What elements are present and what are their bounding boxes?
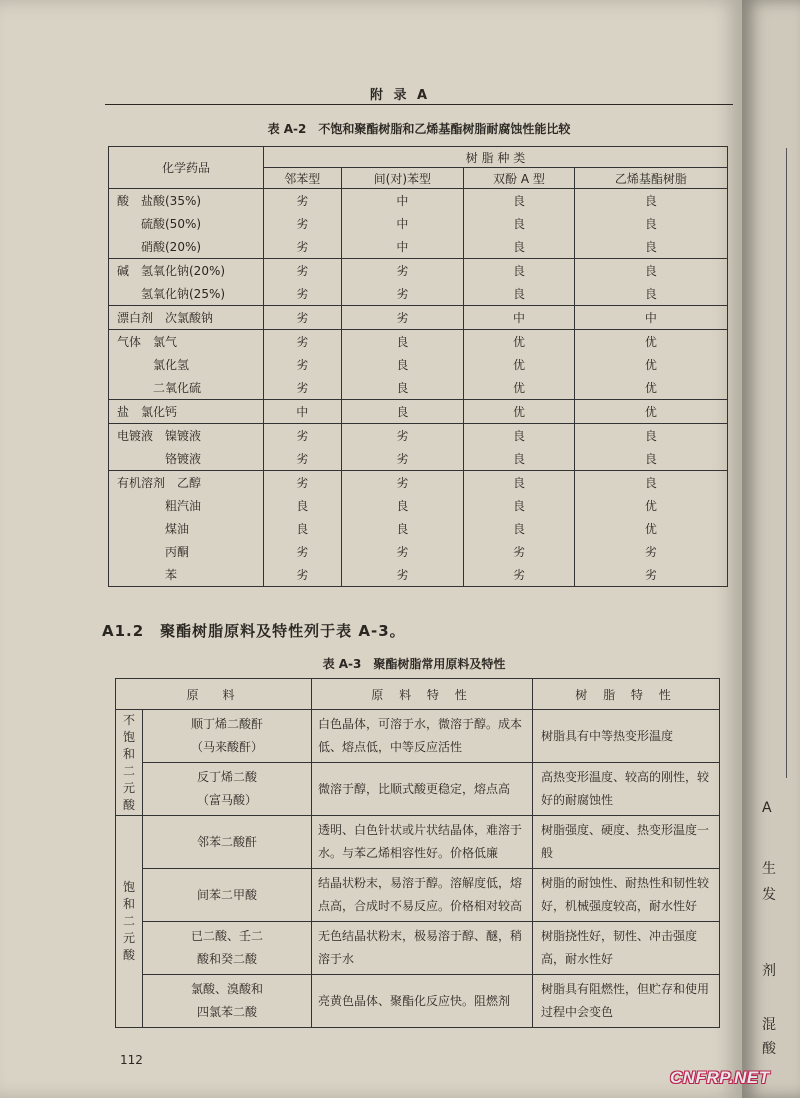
chemical-cell: 电镀液 镍镀液 (109, 424, 264, 448)
table-a2 (108, 146, 728, 587)
rating-cell: 劣 (341, 259, 463, 283)
rating-cell: 劣 (264, 376, 342, 400)
rating-cell: 劣 (264, 282, 342, 306)
rating-cell: 良 (464, 212, 575, 235)
rating-cell: 优 (464, 353, 575, 376)
col-header: 间(对)苯型 (341, 168, 463, 189)
rating-cell: 良 (464, 471, 575, 495)
table-row (109, 189, 728, 213)
rating-cell: 良 (574, 424, 727, 448)
running-header: 附 录 A (369, 88, 431, 103)
rating-cell: 良 (341, 494, 463, 517)
chemical-cell: 硫酸(50%) (109, 212, 264, 235)
chemical-cell: 铬镀液 (109, 447, 264, 471)
rating-cell: 劣 (341, 447, 463, 471)
rating-cell: 劣 (264, 447, 342, 471)
material-property-cell: 无色结晶状粉末，极易溶于醇、醚，稍溶于水 (312, 922, 533, 975)
resin-property-cell: 树脂具有阻燃性，但贮存和使用过程中会变色 (533, 975, 720, 1028)
resin-property-cell: 树脂强度、硬度、热变形温度一般 (533, 816, 720, 869)
material-name-cell: 顺丁烯二酸酐 （马来酸酐） (143, 710, 312, 763)
rating-cell: 良 (464, 517, 575, 540)
group-label: 不 饱 和 二 元 酸 (116, 710, 143, 816)
rating-cell: 中 (341, 235, 463, 259)
rating-cell: 劣 (574, 540, 727, 563)
rating-cell: 劣 (341, 424, 463, 448)
chemical-cell: 苯 (109, 563, 264, 587)
rating-cell: 良 (341, 400, 463, 424)
rating-cell: 劣 (464, 563, 575, 587)
material-property-cell: 结晶状粉末，易溶于醇。溶解度低，熔点高，合成时不易反应。价格相对较高 (312, 869, 533, 922)
rating-cell: 劣 (264, 189, 342, 213)
table-row (109, 376, 728, 400)
rating-cell: 劣 (341, 563, 463, 587)
rating-cell: 良 (574, 212, 727, 235)
facing-table-rule (786, 148, 787, 778)
rating-cell: 劣 (264, 353, 342, 376)
col-header-material: 原 料 (116, 679, 312, 710)
rating-cell: 良 (574, 447, 727, 471)
table-row (109, 306, 728, 330)
table-row (116, 816, 720, 869)
table-row (109, 212, 728, 235)
table-row (116, 922, 720, 975)
rating-cell: 劣 (341, 540, 463, 563)
rating-cell: 劣 (464, 540, 575, 563)
col-chem-header: 化学药品 (109, 147, 264, 189)
table-row (116, 869, 720, 922)
table-row (109, 282, 728, 306)
material-name-cell: 已二酸、壬二 酸和癸二酸 (143, 922, 312, 975)
chemical-cell: 丙酮 (109, 540, 264, 563)
chemical-cell: 有机溶剂 乙醇 (109, 471, 264, 495)
rating-cell: 良 (341, 376, 463, 400)
rating-cell: 劣 (264, 212, 342, 235)
table-row (109, 471, 728, 495)
rating-cell: 良 (574, 235, 727, 259)
rating-cell: 优 (574, 330, 727, 354)
facing-text-fragment: 剂 (762, 963, 776, 979)
rating-cell: 中 (341, 212, 463, 235)
rating-cell: 劣 (264, 540, 342, 563)
rating-cell: 劣 (264, 306, 342, 330)
table-row (109, 540, 728, 563)
rating-cell: 中 (264, 400, 342, 424)
table-row (109, 517, 728, 540)
table-row (109, 235, 728, 259)
rating-cell: 良 (341, 330, 463, 354)
rating-cell: 良 (464, 189, 575, 213)
material-name-cell: 反丁烯二酸 （富马酸） (143, 763, 312, 816)
col-header: 邻苯型 (264, 168, 342, 189)
rating-cell: 良 (264, 494, 342, 517)
col-header-material-props: 原 料 特 性 (312, 679, 533, 710)
rating-cell: 良 (464, 282, 575, 306)
site-watermark: CNFRP.NET (670, 1068, 770, 1087)
rating-cell: 劣 (264, 424, 342, 448)
col-group-header: 树 脂 种 类 (264, 147, 728, 168)
rating-cell: 优 (574, 400, 727, 424)
rating-cell: 劣 (264, 563, 342, 587)
chemical-cell: 氢氧化钠(25%) (109, 282, 264, 306)
chemical-cell: 粗汽油 (109, 494, 264, 517)
rating-cell: 劣 (341, 282, 463, 306)
material-name-cell: 间苯二甲酸 (143, 869, 312, 922)
table-row (109, 353, 728, 376)
rating-cell: 中 (464, 306, 575, 330)
table-row (109, 424, 728, 448)
rating-cell: 优 (464, 400, 575, 424)
facing-page-edge (742, 0, 800, 1098)
chemical-cell: 硝酸(20%) (109, 235, 264, 259)
col-header-resin-props: 树 脂 特 性 (533, 679, 720, 710)
rating-cell: 劣 (264, 330, 342, 354)
table-row (116, 975, 720, 1028)
rating-cell: 良 (574, 189, 727, 213)
col-header: 双酚 A 型 (464, 168, 575, 189)
rating-cell: 良 (464, 235, 575, 259)
section-heading: A1.2 聚酯树脂原料及特性列于表 A-3。 (102, 622, 406, 640)
chemical-cell: 盐 氯化钙 (109, 400, 264, 424)
material-property-cell: 透明、白色针状或片状结晶体，难溶于水。与苯乙烯相容性好。价格低廉 (312, 816, 533, 869)
rating-cell: 劣 (264, 259, 342, 283)
facing-text-fragment: 生 (762, 861, 776, 877)
chemical-cell: 气体 氯气 (109, 330, 264, 354)
chemical-cell: 煤油 (109, 517, 264, 540)
page-number: 112 (120, 1053, 143, 1067)
table-a3-caption: 表 A-3 聚酯树脂常用原料及特性 (322, 657, 506, 671)
rating-cell: 优 (574, 517, 727, 540)
chemical-cell: 二氧化硫 (109, 376, 264, 400)
col-header: 乙烯基酯树脂 (574, 168, 727, 189)
table-a3 (115, 678, 720, 1028)
table-row (109, 400, 728, 424)
rating-cell: 劣 (341, 471, 463, 495)
chemical-cell: 碱 氢氧化钠(20%) (109, 259, 264, 283)
resin-property-cell: 树脂挠性好，韧性、冲击强度高，耐水性好 (533, 922, 720, 975)
rating-cell: 良 (464, 494, 575, 517)
header-rule (105, 104, 733, 105)
group-label: 饱 和 二 元 酸 (116, 816, 143, 1028)
rating-cell: 劣 (574, 563, 727, 587)
table-row (116, 763, 720, 816)
facing-text-fragment: 酸 (762, 1041, 776, 1057)
rating-cell: 劣 (264, 471, 342, 495)
chemical-cell: 氯化氢 (109, 353, 264, 376)
rating-cell: 良 (341, 353, 463, 376)
rating-cell: 劣 (264, 235, 342, 259)
rating-cell: 良 (574, 471, 727, 495)
table-row (109, 563, 728, 587)
rating-cell: 良 (464, 259, 575, 283)
chemical-cell: 漂白剂 次氯酸钠 (109, 306, 264, 330)
table-row (109, 447, 728, 471)
resin-property-cell: 树脂具有中等热变形温度 (533, 710, 720, 763)
rating-cell: 优 (464, 330, 575, 354)
facing-text-fragment: 发 (762, 887, 776, 903)
material-name-cell: 邻苯二酸酐 (143, 816, 312, 869)
facing-text-fragment: A (762, 800, 772, 816)
table-row (116, 710, 720, 763)
facing-text-fragment: 混 (762, 1017, 776, 1033)
rating-cell: 优 (574, 353, 727, 376)
table-row (109, 330, 728, 354)
rating-cell: 中 (574, 306, 727, 330)
rating-cell: 良 (574, 282, 727, 306)
table-row (109, 494, 728, 517)
material-property-cell: 微溶于醇，比顺式酸更稳定，熔点高 (312, 763, 533, 816)
rating-cell: 优 (574, 494, 727, 517)
table-a2-caption: 表 A-2 不饱和聚酯树脂和乙烯基酯树脂耐腐蚀性能比较 (267, 122, 571, 136)
rating-cell: 优 (464, 376, 575, 400)
rating-cell: 良 (464, 447, 575, 471)
rating-cell: 良 (464, 424, 575, 448)
rating-cell: 劣 (341, 306, 463, 330)
material-name-cell: 氯酸、溴酸和 四氯苯二酸 (143, 975, 312, 1028)
table-a2-body (109, 189, 728, 587)
rating-cell: 中 (341, 189, 463, 213)
rating-cell: 良 (574, 259, 727, 283)
material-property-cell: 亮黄色晶体、聚酯化反应快。阻燃剂 (312, 975, 533, 1028)
resin-property-cell: 高热变形温度、较高的刚性，较好的耐腐蚀性 (533, 763, 720, 816)
table-row (109, 259, 728, 283)
rating-cell: 良 (264, 517, 342, 540)
rating-cell: 良 (341, 517, 463, 540)
resin-property-cell: 树脂的耐蚀性、耐热性和韧性较好，机械强度较高，耐水性好 (533, 869, 720, 922)
chemical-cell: 酸 盐酸(35%) (109, 189, 264, 213)
table-a3-body (116, 710, 720, 1028)
rating-cell: 优 (574, 376, 727, 400)
material-property-cell: 白色晶体，可溶于水，微溶于醇。成本低、熔点低，中等反应活性 (312, 710, 533, 763)
